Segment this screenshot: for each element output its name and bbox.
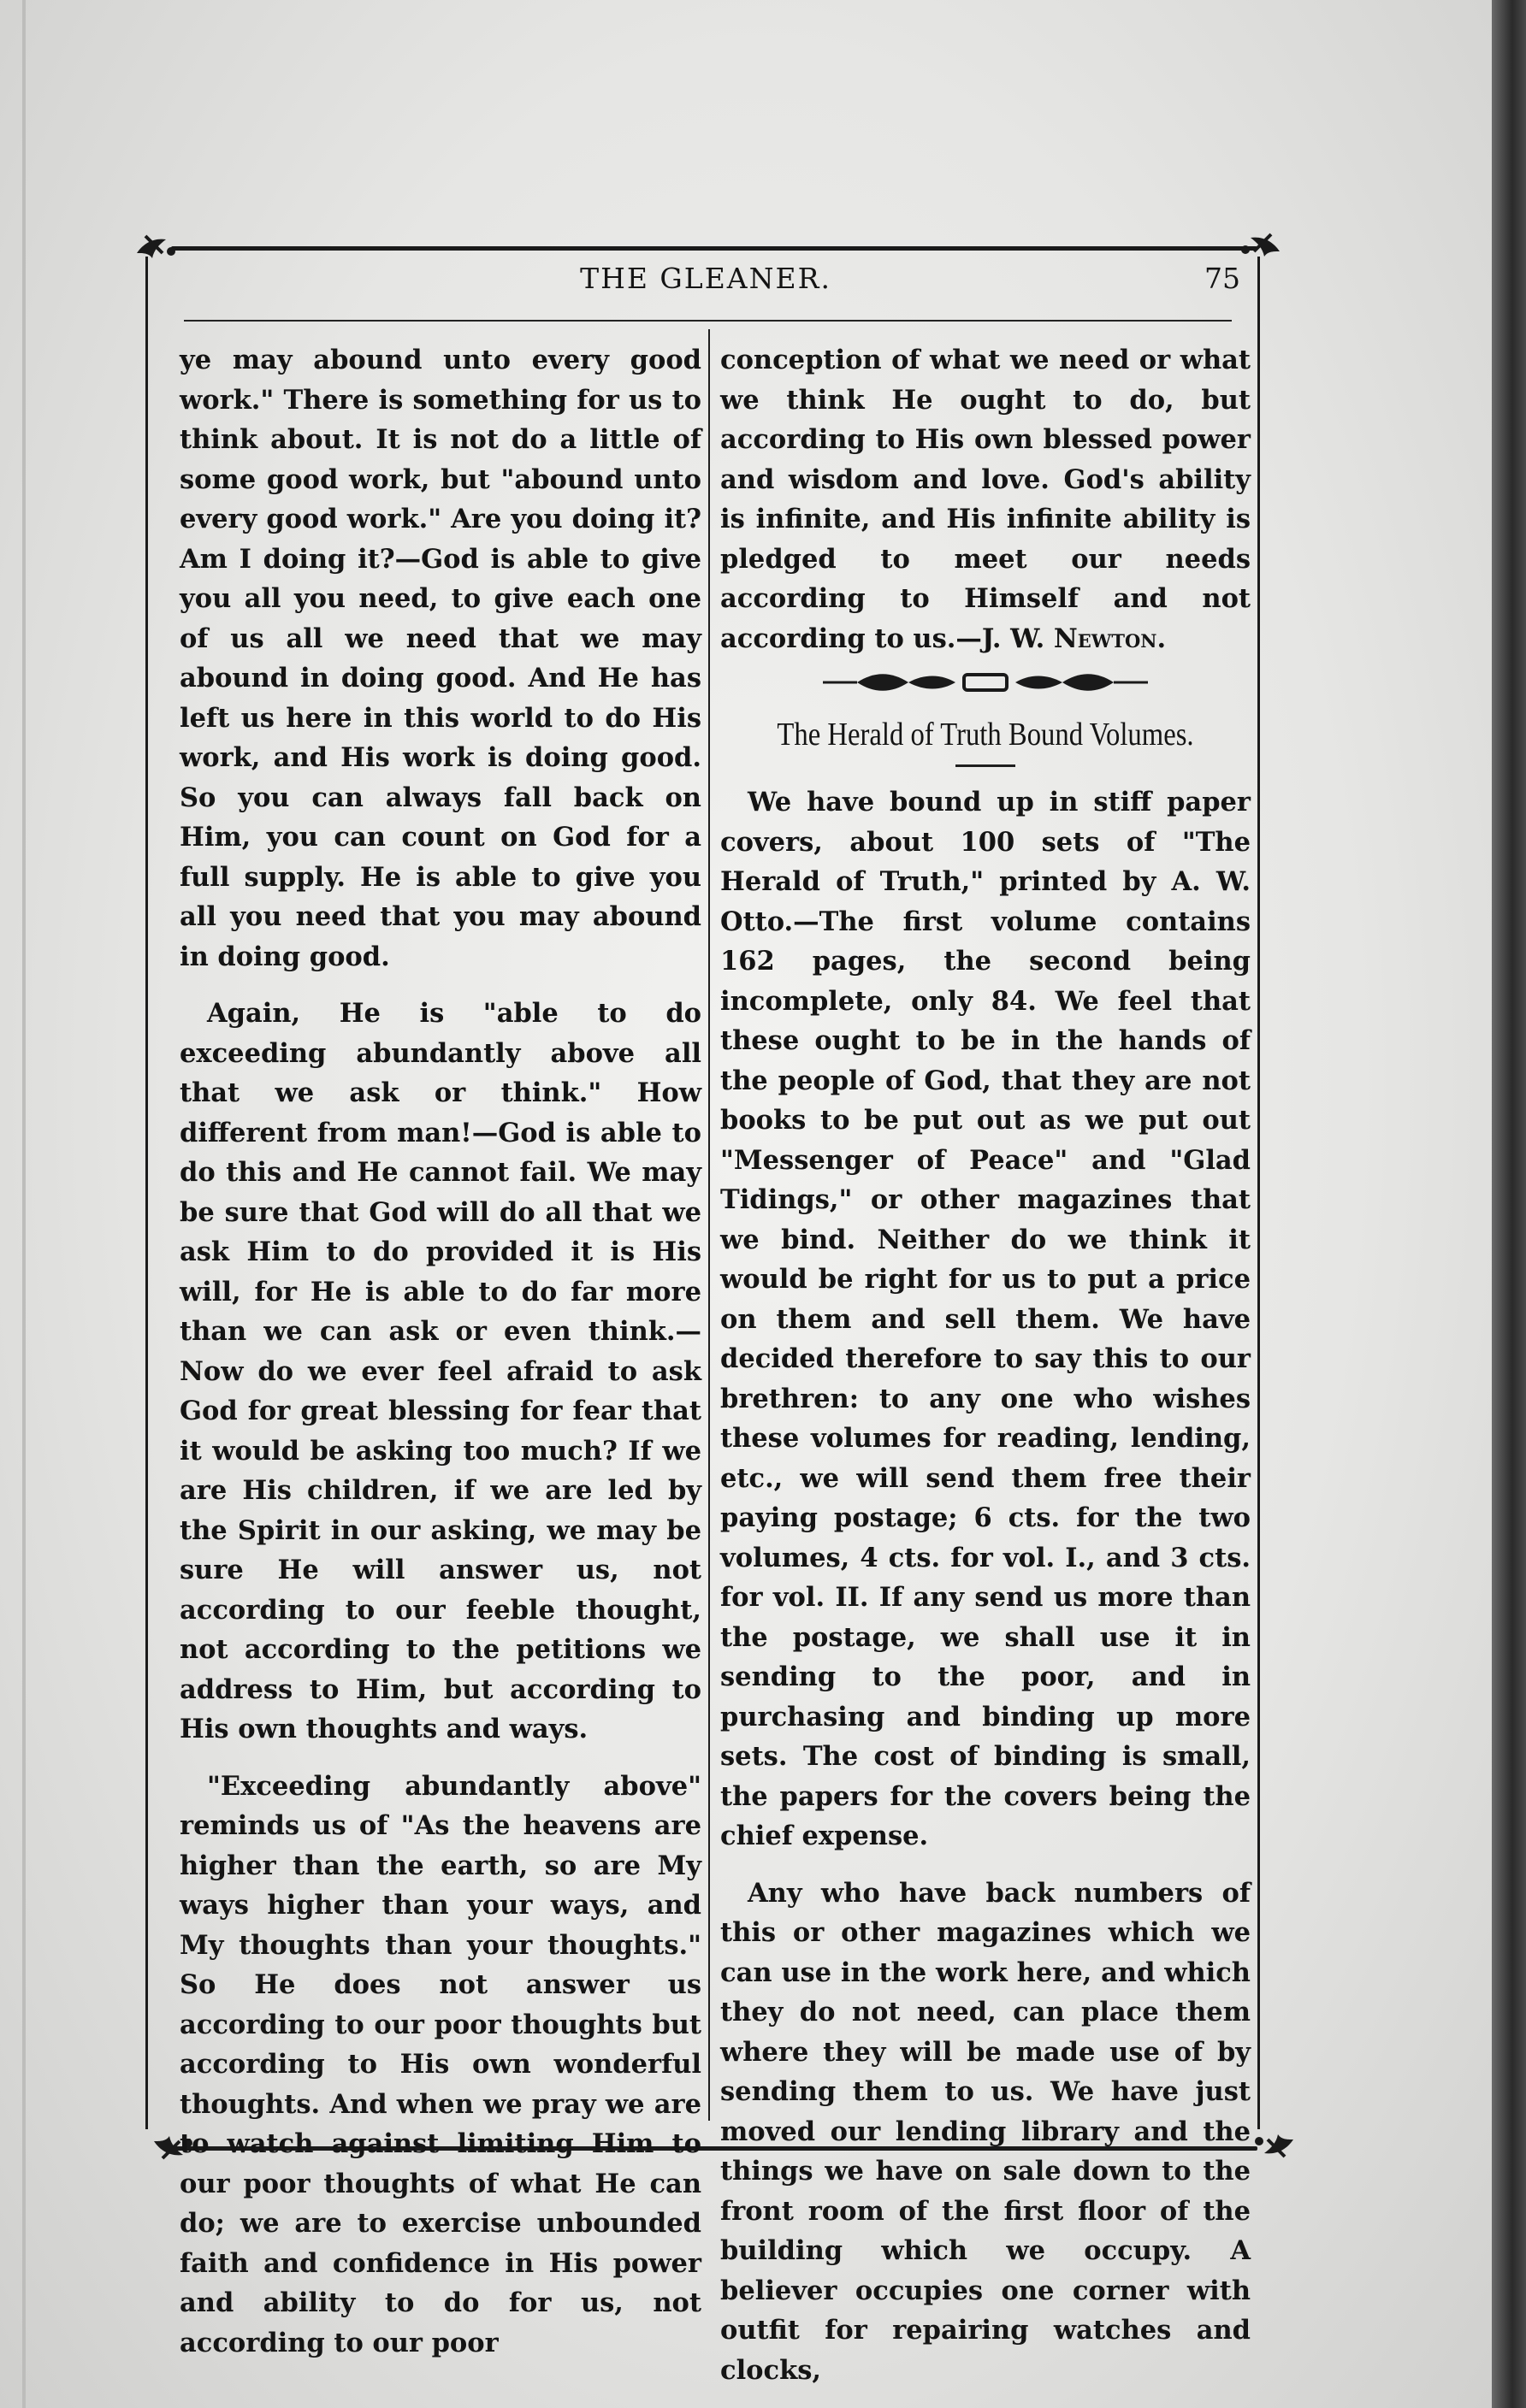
paragraph: ye may abound unto every good work." There is something for us to think about. It is not do a little of some good work, but "abound unto every good work." Are you doing it? Am I doing it?—God is able to give you all you need, to give each one of us all we need that we may abound in doing good. And He has left us here in this world to do His work, and His work is doing good. So you can always fall back on Him, you can count on God for a full supply. He is able to give you all you need that you may abound in doing good. <box>180 345 701 972</box>
frame-top-rule <box>171 246 1257 251</box>
frame-right-rule <box>1257 257 1260 2129</box>
paragraph <box>720 340 1251 658</box>
paragraph: We have bound up in stiff paper covers, about 100 sets of "The Herald of Truth," printed by A. W. Otto.—The first volume contains 162 pages, the second being incomplete, only 84. We feel that these ought to be in the hands of the people of God, that they are not books to be put out as we put out "Messenger of Peace" and "Glad Tidings," or other magazines that we bind. Neither do we think it would be right for us to put a price on them and sell them. We have decided therefore to say this to our brethren: to any one who wishes these volumes for reading, lending, etc., we will send them free their paying postage; 6 cts. for the two volumes, 4 cts. for vol. I., and 3 cts. for vol. II. If any send us more than the postage, we shall use it in sending to the poor, and in purchasing and binding up more sets. The cost of binding is small, the papers for the covers being the chief expense. <box>720 787 1251 1851</box>
paragraph: "Exceeding abundantly above" reminds us of "As the heavens are higher than the earth, so are My ways higher than your ways, and My thoughts than your thoughts." So He does not answer us according to our poor thoughts but according to His own wonderful thoughts. And when we pray we are to watch against limiting Him to our poor thoughts of what He can do; we are to exercise unbounded faith and confidence in His power and ability to do for us, not according to our poor <box>180 1770 701 2358</box>
page-number: 75 <box>1204 262 1240 295</box>
title-rule <box>955 764 1015 767</box>
fleuron-divider-icon <box>720 667 1251 708</box>
frame-left-rule <box>145 257 148 2129</box>
paragraph: Any who have back numbers of this or other magazines which we can use in the work here, and which they do not need, can place them where they will be made use of by sending them to us. We have just moved our lending library and the things we have on sale down to the front room of the first floor of the building which we occupy. A believer occupies one corner with outfit for repairing watches and clocks, <box>720 1877 1251 2386</box>
paragraph: Again, He is "able to do exceeding abundantly above all that we ask or think." How different from man!—God is able to do this and He cannot fail. We may be sure that God will do all that we ask Him to do provided it is His will, for He is able to do far more than we can ask or even think.—Now do we ever feel afraid to ask God for great blessing for fear that it would be asking too much? If we are His children, if we are led by the Spirit in our asking, we may be sure He will answer us, not according to our feeble thought, not according to the petitions we address to Him, but according to His own thoughts and ways. <box>180 998 701 1744</box>
corner-leaf-icon <box>1245 2117 1302 2174</box>
running-title: THE GLEANER. <box>580 262 831 295</box>
paragraph-text: conception of what we need or what we think He ought to do, but according to His own blessed power and wisdom and love. God's ability is infinite, and His infinite ability is pledged to meet our needs according to Himself and not according to us.—J. W. <box>720 345 1251 654</box>
header-rule <box>184 320 1232 322</box>
column-divider <box>708 329 710 2121</box>
running-head <box>171 262 1240 306</box>
right-column <box>720 340 1251 2390</box>
left-column <box>180 340 701 2363</box>
section-title: The Herald of Truth Bound Volumes. <box>777 717 1194 752</box>
page-edge-shadow <box>1492 0 1526 2408</box>
author-surname: Newton. <box>1053 623 1167 654</box>
page-gutter-line <box>22 0 26 2408</box>
